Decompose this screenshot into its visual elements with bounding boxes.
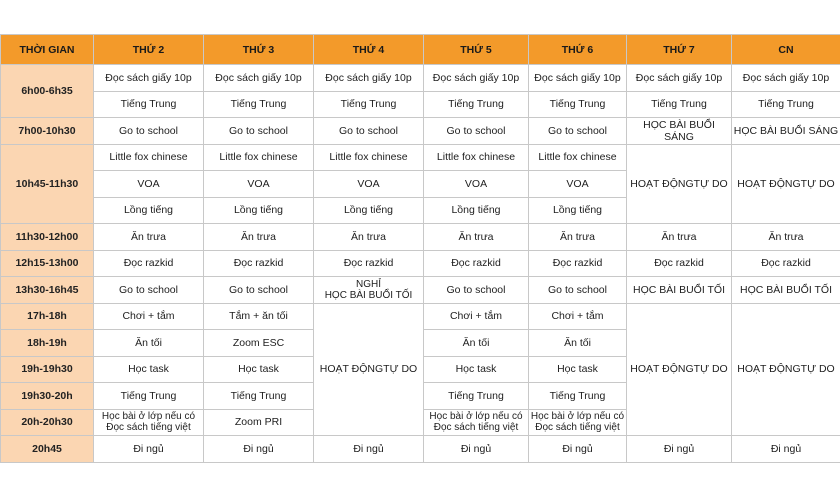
time-label: 6h00-6h35 bbox=[1, 65, 94, 118]
cell: Đọc razkid bbox=[627, 250, 732, 277]
cell: Ăn trưa bbox=[204, 224, 314, 251]
cell: Đọc razkid bbox=[314, 250, 424, 277]
header-tue: THỨ 3 bbox=[204, 35, 314, 65]
cell: HOẠT ĐỘNGTỰ DO bbox=[732, 144, 840, 224]
cell: Ăn trưa bbox=[627, 224, 732, 251]
cell: Đọc sách giấy 10p bbox=[94, 65, 204, 92]
time-label: 11h30-12h00 bbox=[1, 224, 94, 251]
cell: Go to school bbox=[424, 118, 529, 145]
cell: Học task bbox=[529, 356, 627, 383]
header-row bbox=[1, 35, 840, 65]
cell: HỌC BÀI BUỔI SÁNG bbox=[732, 118, 840, 145]
table-row bbox=[1, 144, 840, 171]
cell: Zoom PRI bbox=[204, 409, 314, 436]
homework-line2: Đọc sách tiếng việt bbox=[106, 422, 191, 434]
cell: Go to school bbox=[204, 277, 314, 304]
cell: Đọc razkid bbox=[732, 250, 840, 277]
header-wed: THỨ 4 bbox=[314, 35, 424, 65]
cell: HOẠT ĐỘNGTỰ DO bbox=[627, 144, 732, 224]
time-label: 20h-20h30 bbox=[1, 409, 94, 436]
header-time: THỜI GIAN bbox=[1, 35, 94, 65]
cell-homework bbox=[529, 409, 627, 436]
cell: Tiếng Trung bbox=[94, 91, 204, 118]
cell: Lồng tiếng bbox=[204, 197, 314, 224]
cell: Lồng tiếng bbox=[94, 197, 204, 224]
cell: Go to school bbox=[529, 277, 627, 304]
time-label: 7h00-10h30 bbox=[1, 118, 94, 145]
cell: Học task bbox=[204, 356, 314, 383]
table-row bbox=[1, 303, 840, 330]
cell: Đọc sách giấy 10p bbox=[732, 65, 840, 92]
cell: HỌC BÀI BUỔI TỐI bbox=[732, 277, 840, 304]
cell: Go to school bbox=[424, 277, 529, 304]
cell: Tiếng Trung bbox=[94, 383, 204, 410]
cell: Đọc sách giấy 10p bbox=[529, 65, 627, 92]
cell: Tiếng Trung bbox=[529, 383, 627, 410]
cell: Little fox chinese bbox=[529, 144, 627, 171]
cell: VOA bbox=[314, 171, 424, 198]
cell: Little fox chinese bbox=[314, 144, 424, 171]
cell: Ăn tối bbox=[424, 330, 529, 357]
cell: Go to school bbox=[529, 118, 627, 145]
cell: Lồng tiếng bbox=[314, 197, 424, 224]
cell: Đi ngủ bbox=[204, 436, 314, 463]
cell: Lồng tiếng bbox=[424, 197, 529, 224]
cell: Tiếng Trung bbox=[204, 91, 314, 118]
cell: Chơi + tắm bbox=[424, 303, 529, 330]
cell: Học task bbox=[94, 356, 204, 383]
cell: Đi ngủ bbox=[529, 436, 627, 463]
cell: Ăn tối bbox=[529, 330, 627, 357]
evening-study-text: HỌC BÀI BUỔI TỐI bbox=[324, 289, 413, 301]
cell: Tiếng Trung bbox=[314, 91, 424, 118]
table-row bbox=[1, 277, 840, 304]
cell: VOA bbox=[204, 171, 314, 198]
cell: Tiếng Trung bbox=[424, 383, 529, 410]
cell: Little fox chinese bbox=[424, 144, 529, 171]
cell: Ăn trưa bbox=[94, 224, 204, 251]
header-mon: THỨ 2 bbox=[94, 35, 204, 65]
cell: Đọc sách giấy 10p bbox=[627, 65, 732, 92]
cell: Tiếng Trung bbox=[732, 91, 840, 118]
time-label: 18h-19h bbox=[1, 330, 94, 357]
time-label: 19h-19h30 bbox=[1, 356, 94, 383]
cell: Chơi + tắm bbox=[529, 303, 627, 330]
cell: Ăn trưa bbox=[529, 224, 627, 251]
cell: Little fox chinese bbox=[204, 144, 314, 171]
cell: HỌC BÀI BUỔI TỐI bbox=[627, 277, 732, 304]
cell: Đi ngủ bbox=[424, 436, 529, 463]
cell: Học task bbox=[424, 356, 529, 383]
time-label: 12h15-13h00 bbox=[1, 250, 94, 277]
cell: Đọc razkid bbox=[94, 250, 204, 277]
cell: HOẠT ĐỘNGTỰ DO bbox=[627, 303, 732, 436]
homework-line1: Học bài ở lớp nếu có bbox=[101, 411, 196, 423]
table-row bbox=[1, 91, 840, 118]
cell: Đi ngủ bbox=[732, 436, 840, 463]
weekly-schedule-table bbox=[0, 34, 840, 463]
cell-homework bbox=[424, 409, 529, 436]
cell: Đi ngủ bbox=[627, 436, 732, 463]
cell: Đọc razkid bbox=[204, 250, 314, 277]
cell-homework bbox=[94, 409, 204, 436]
cell: Tắm + ăn tối bbox=[204, 303, 314, 330]
cell: Little fox chinese bbox=[94, 144, 204, 171]
cell: Tiếng Trung bbox=[529, 91, 627, 118]
time-label: 13h30-16h45 bbox=[1, 277, 94, 304]
cell: Go to school bbox=[94, 277, 204, 304]
cell: Chơi + tắm bbox=[94, 303, 204, 330]
homework-line1: Học bài ở lớp nếu có bbox=[530, 411, 625, 423]
cell: Tiếng Trung bbox=[627, 91, 732, 118]
header-sat: THỨ 7 bbox=[627, 35, 732, 65]
table-row bbox=[1, 65, 840, 92]
header-thu: THỨ 5 bbox=[424, 35, 529, 65]
cell: HOẠT ĐỘNGTỰ DO bbox=[314, 303, 424, 436]
cell: HỌC BÀI BUỔI SÁNG bbox=[627, 118, 732, 145]
cell: VOA bbox=[424, 171, 529, 198]
cell: Đọc sách giấy 10p bbox=[204, 65, 314, 92]
cell: VOA bbox=[94, 171, 204, 198]
table-row bbox=[1, 436, 840, 463]
cell: VOA bbox=[529, 171, 627, 198]
cell: Đi ngủ bbox=[94, 436, 204, 463]
cell: Go to school bbox=[204, 118, 314, 145]
cell: Đọc razkid bbox=[529, 250, 627, 277]
cell: Tiếng Trung bbox=[204, 383, 314, 410]
rest-text: NGHỈ bbox=[356, 278, 381, 290]
table-row bbox=[1, 118, 840, 145]
time-label: 19h30-20h bbox=[1, 383, 94, 410]
cell: Ăn trưa bbox=[732, 224, 840, 251]
cell: Lồng tiếng bbox=[529, 197, 627, 224]
cell: Đọc sách giấy 10p bbox=[314, 65, 424, 92]
cell: Ăn trưa bbox=[314, 224, 424, 251]
cell: Ăn trưa bbox=[424, 224, 529, 251]
header-fri: THỨ 6 bbox=[529, 35, 627, 65]
cell: Go to school bbox=[314, 118, 424, 145]
cell: Zoom ESC bbox=[204, 330, 314, 357]
table-row bbox=[1, 250, 840, 277]
cell: Đi ngủ bbox=[314, 436, 424, 463]
cell: Tiếng Trung bbox=[424, 91, 529, 118]
cell: Go to school bbox=[94, 118, 204, 145]
time-label: 10h45-11h30 bbox=[1, 144, 94, 224]
homework-line2: Đọc sách tiếng việt bbox=[433, 422, 519, 434]
cell: HOẠT ĐỘNGTỰ DO bbox=[732, 303, 840, 436]
time-label: 17h-18h bbox=[1, 303, 94, 330]
header-sun: CN bbox=[732, 35, 840, 65]
table-row bbox=[1, 224, 840, 251]
homework-line2: Đọc sách tiếng việt bbox=[535, 422, 620, 434]
cell: Đọc razkid bbox=[424, 250, 529, 277]
homework-line1: Học bài ở lớp nếu có bbox=[429, 411, 523, 423]
time-label: 20h45 bbox=[1, 436, 94, 463]
cell-rest-evening bbox=[314, 277, 424, 304]
cell: Đọc sách giấy 10p bbox=[424, 65, 529, 92]
cell: Ăn tối bbox=[94, 330, 204, 357]
